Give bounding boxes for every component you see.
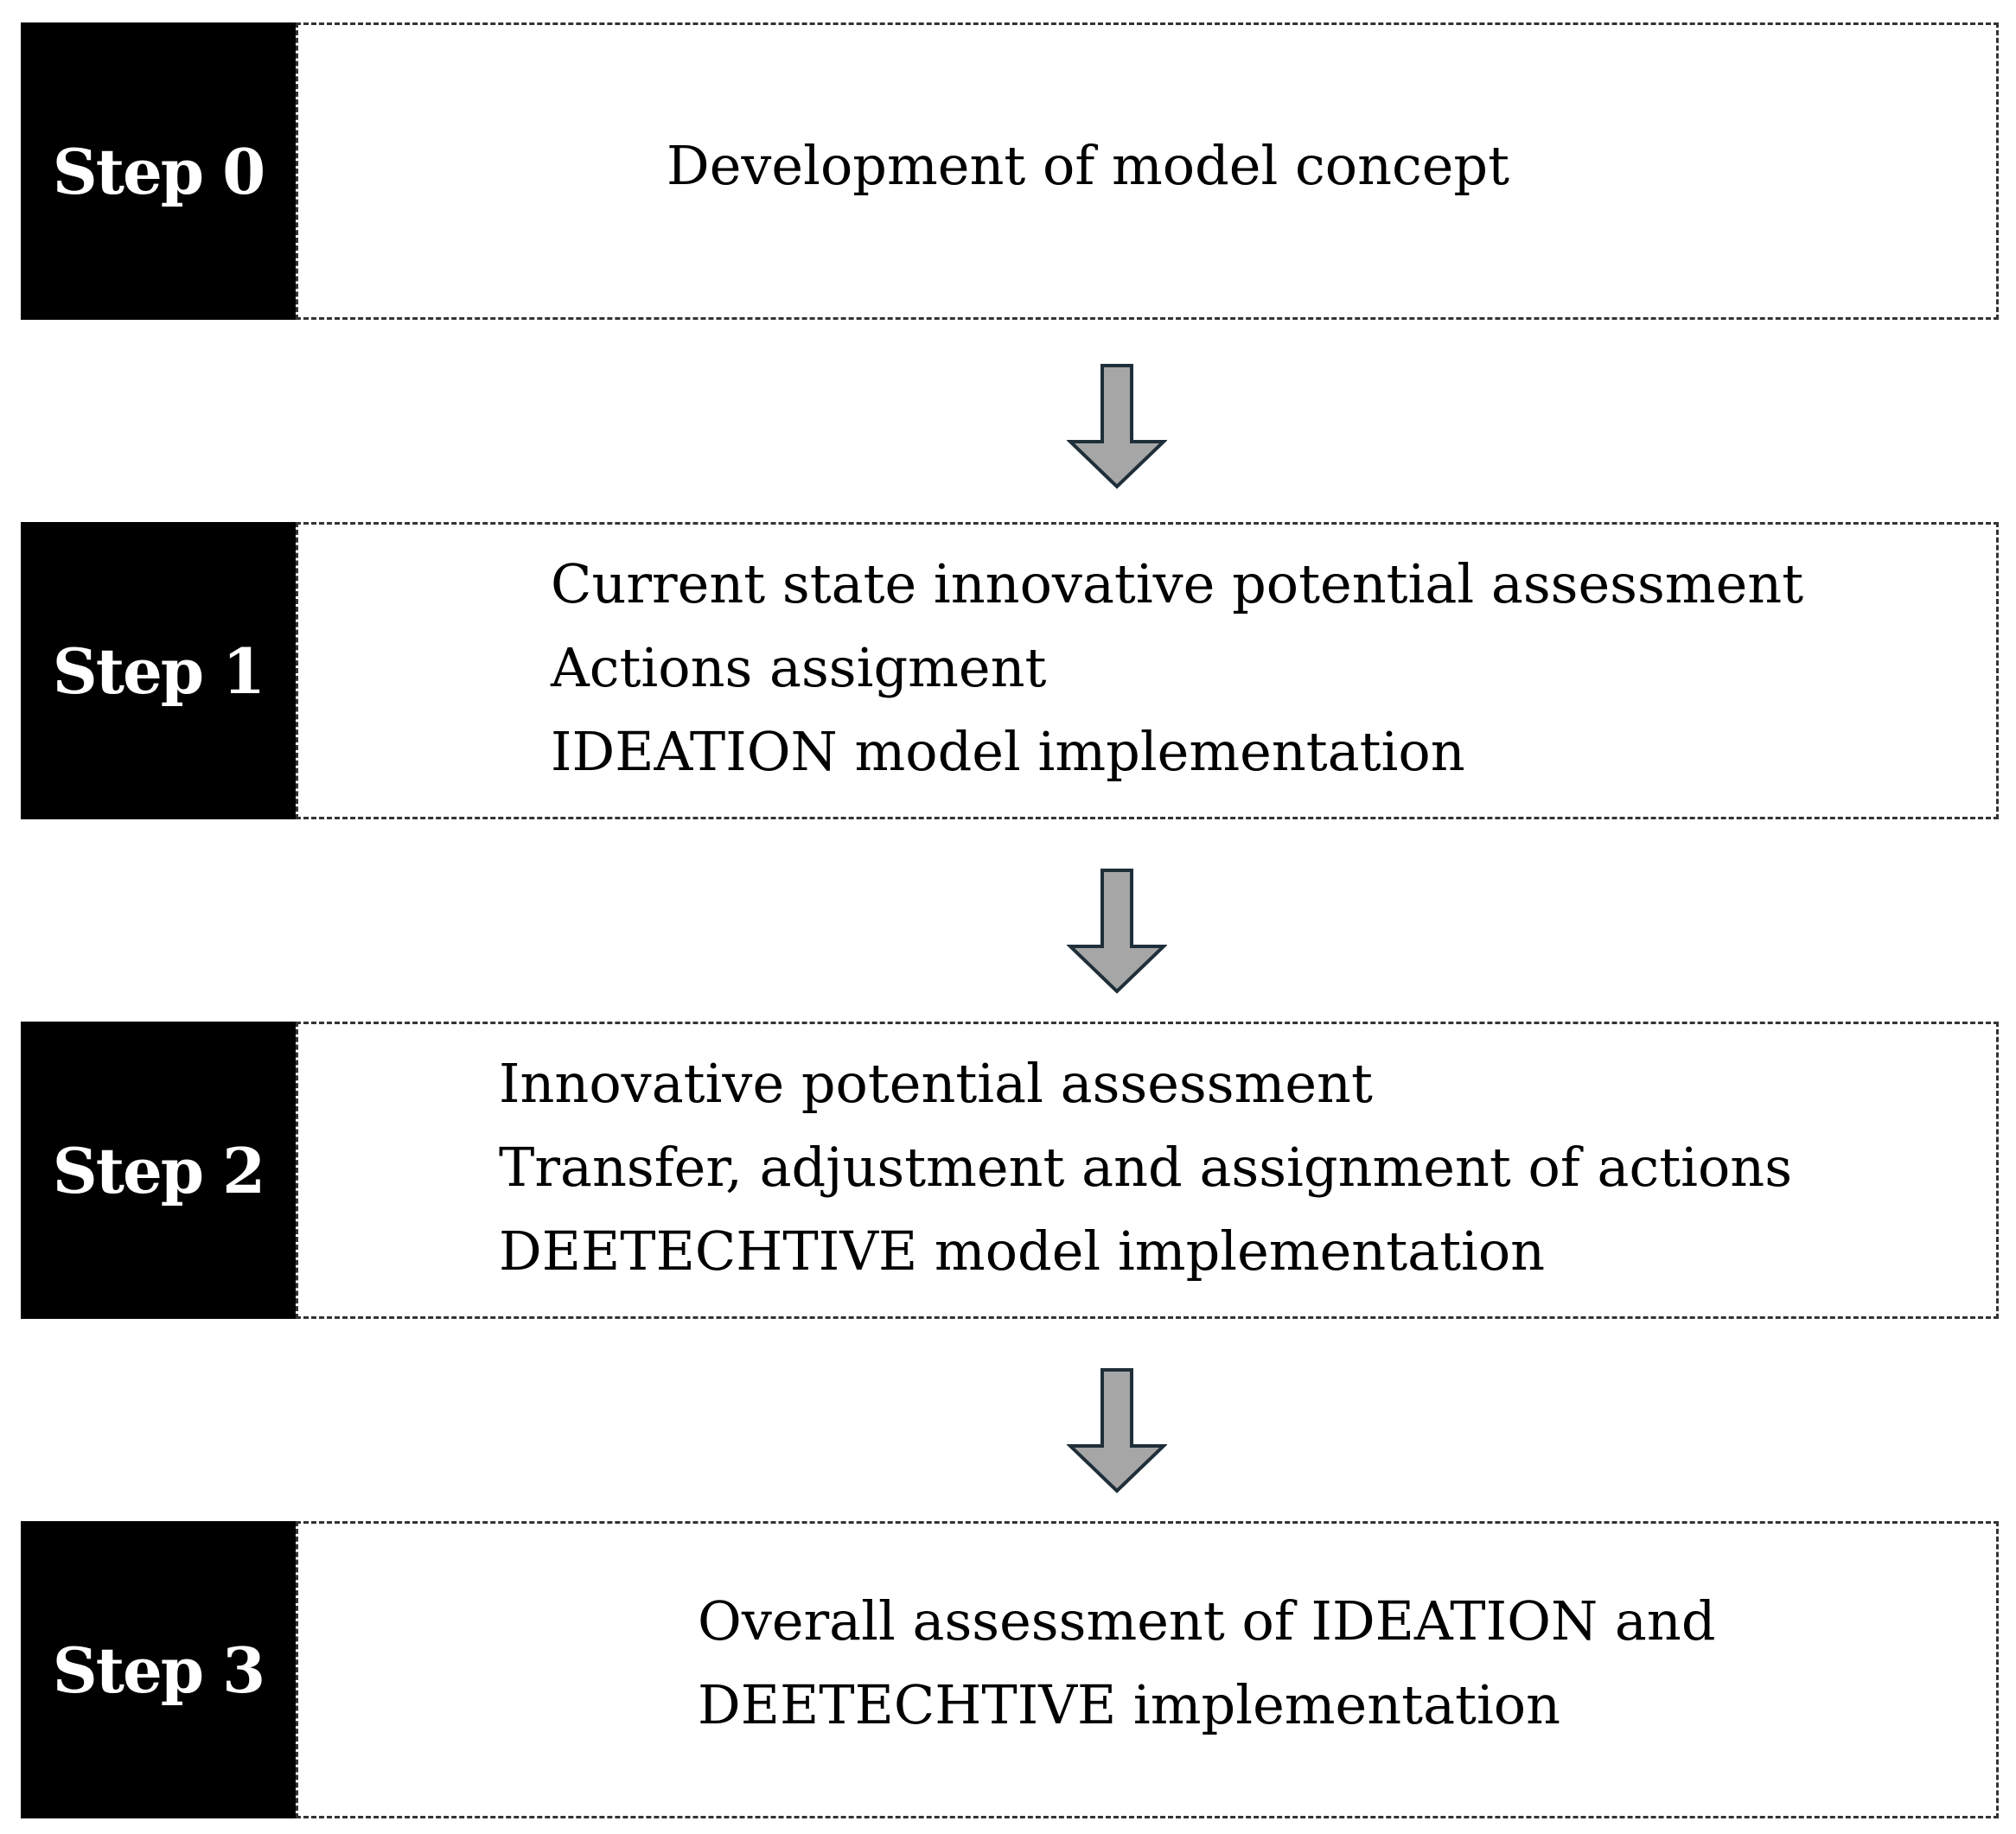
step-1-box — [296, 522, 1999, 819]
step-0-line-1: Development of model concept — [667, 134, 1510, 197]
step-2-label: Step 2 — [21, 1022, 296, 1319]
step-1 — [21, 522, 1999, 819]
down-arrow-icon — [1067, 1367, 1167, 1493]
step-2-line-2: Transfer, adjustment and assignment of actions — [499, 1136, 1793, 1199]
step-0-box — [296, 22, 1999, 320]
step-0 — [21, 22, 1999, 320]
step-2-line-1: Innovative potential assessment — [499, 1052, 1373, 1115]
step-3 — [21, 1521, 1999, 1818]
step-3-box — [296, 1521, 1999, 1818]
step-2-box — [296, 1022, 1999, 1319]
step-2-line-3: DEETECHTIVE model implementation — [499, 1219, 1546, 1283]
step-1-line-3: IDEATION model implementation — [551, 720, 1465, 783]
step-3-line-2: DEETECHTIVE implementation — [698, 1673, 1561, 1736]
step-2-text — [499, 1041, 1792, 1293]
step-0-text — [667, 124, 1509, 207]
step-3-label: Step 3 — [21, 1521, 296, 1818]
step-1-text — [551, 542, 1803, 793]
down-arrow-icon — [1067, 868, 1167, 994]
step-1-line-1: Current state innovative potential assessment — [551, 552, 1804, 615]
step-3-text — [698, 1579, 1716, 1747]
down-arrow-icon — [1067, 363, 1167, 489]
step-1-line-2: Actions assigment — [551, 636, 1047, 699]
step-3-line-1: Overall assessment of IDEATION and — [698, 1589, 1716, 1653]
step-2 — [21, 1022, 1999, 1319]
step-1-label: Step 1 — [21, 522, 296, 819]
step-0-label: Step 0 — [21, 22, 296, 320]
